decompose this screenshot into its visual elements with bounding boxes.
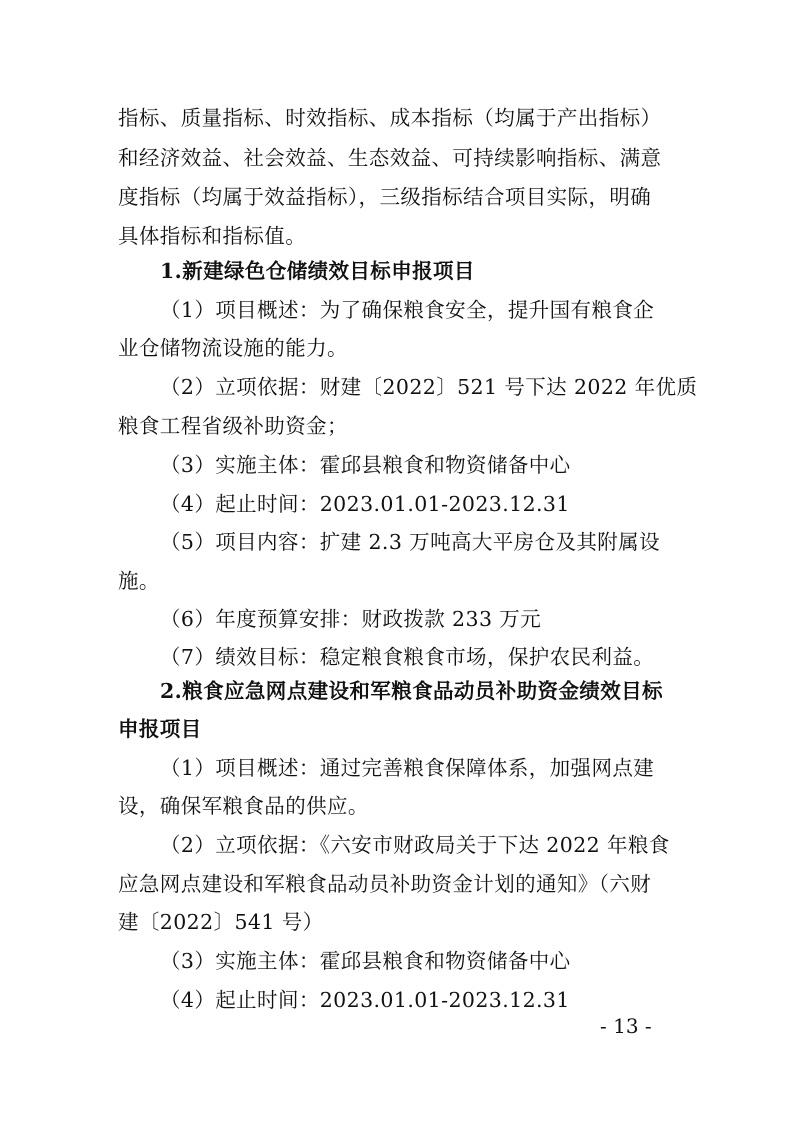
section-heading-2-continued: 申报项目	[118, 717, 202, 741]
body-text-line: 具体指标和指标值。	[118, 224, 307, 248]
body-text-line: 应急网点建设和军粮食品动员补助资金计划的通知》（六财	[118, 872, 652, 896]
body-text-line: 指标、质量指标、时效指标、成本指标（均属于产出指标）	[118, 106, 662, 130]
body-text-line: （5）项目内容：扩建 2.3 万吨高大平房仓及其附属设	[160, 530, 660, 554]
body-text-line: （3）实施主体：霍邱县粮食和物资储备中心	[160, 453, 571, 477]
body-text-line: （6）年度预算安排：财政拨款 233 万元	[160, 607, 542, 631]
body-text-line: 度指标（均属于效益指标），三级指标结合项目实际，明确	[118, 185, 652, 209]
body-text-line: （2）立项依据：《六安市财政局关于下达 2022 年粮食	[160, 833, 670, 857]
section-heading-2: 2.粮食应急网点建设和军粮食品动员补助资金绩效目标	[160, 679, 663, 703]
body-text-line: 设，确保军粮食品的供应。	[118, 794, 369, 818]
body-text-line: （4）起止时间：2023.01.01-2023.12.31	[160, 988, 570, 1012]
body-text-line: （1）项目概述：通过完善粮食保障体系，加强网点建	[160, 756, 655, 780]
body-text-line: （4）起止时间：2023.01.01-2023.12.31	[160, 492, 570, 516]
body-text-line: 业仓储物流设施的能力。	[118, 336, 348, 360]
body-text-line: （7）绩效目标：稳定粮食粮食市场，保护农民利益。	[160, 645, 655, 669]
body-text-line: 施。	[118, 569, 160, 593]
body-text-line: （2）立项依据：财建〔2022〕521 号下达 2022 年优质	[160, 375, 698, 399]
page-number: - 13 -	[600, 1014, 652, 1038]
body-text-line: 和经济效益、社会效益、生态效益、可持续影响指标、满意	[118, 146, 662, 170]
body-text-line: 粮食工程省级补助资金；	[118, 414, 348, 438]
body-text-line: （3）实施主体：霍邱县粮食和物资储备中心	[160, 949, 571, 973]
section-heading-1: 1.新建绿色仓储绩效目标申报项目	[160, 259, 475, 283]
body-text-line: （1）项目概述：为了确保粮食安全，提升国有粮食企	[160, 298, 655, 322]
body-text-line: 建〔2022〕541 号）	[118, 910, 324, 934]
